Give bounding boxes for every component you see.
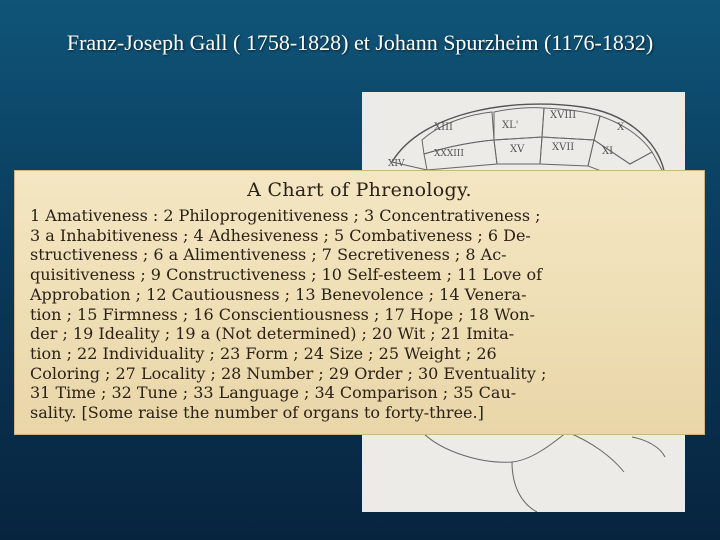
head-label: XIII: [434, 122, 453, 133]
chart-text-block: [30, 206, 546, 423]
head-label: XIV: [388, 159, 405, 169]
chart-line: der ; 19 Ideality ; 19 a (Not determined) ; 20 Wit ; 21 Imita-: [30, 324, 515, 344]
head-label: XXXIII: [434, 149, 464, 159]
chart-line: structiveness ; 6 a Alimentiveness ; 7 Secretiveness ; 8 Ac-: [30, 245, 507, 265]
chart-line: tion ; 22 Individuality ; 23 Form ; 24 Size ; 25 Weight ; 26: [30, 343, 497, 363]
head-label: XV: [510, 144, 525, 155]
phrenology-chart-clipping: [14, 170, 705, 435]
chart-line: Coloring ; 27 Locality ; 28 Number ; 29 Order ; 30 Eventuality ;: [30, 363, 547, 383]
chart-line: 31 Time ; 32 Tune ; 33 Language ; 34 Comparison ; 35 Cau-: [30, 383, 517, 403]
head-label: XVII: [552, 142, 575, 153]
chart-line: sality. [Some raise the number of organs to forty-three.]: [30, 403, 484, 423]
chart-line: Approbation ; 12 Cautiousness ; 13 Benevolence ; 14 Venera-: [30, 284, 527, 304]
head-label: XL': [502, 120, 519, 131]
chart-line: quisitiveness ; 9 Constructiveness ; 10 Self-esteem ; 11 Love of: [30, 265, 542, 285]
slide-title: Franz-Joseph Gall ( 1758-1828) et Johann Spurzheim (1176-1832): [66, 30, 654, 55]
chart-title: A Chart of Phrenology.: [247, 179, 472, 201]
head-label: XVIII: [550, 110, 577, 121]
chart-line: tion ; 15 Firmness ; 16 Conscientiousness ; 17 Hope ; 18 Won-: [30, 304, 535, 324]
chart-line: 3 a Inhabitiveness ; 4 Adhesiveness ; 5 Combativeness ; 6 De-: [30, 225, 531, 245]
chart-line: 1 Amativeness : 2 Philoprogenitiveness ; 3 Concentrativeness ;: [30, 206, 541, 225]
head-label: XI: [602, 146, 614, 157]
head-label: X: [617, 122, 625, 133]
